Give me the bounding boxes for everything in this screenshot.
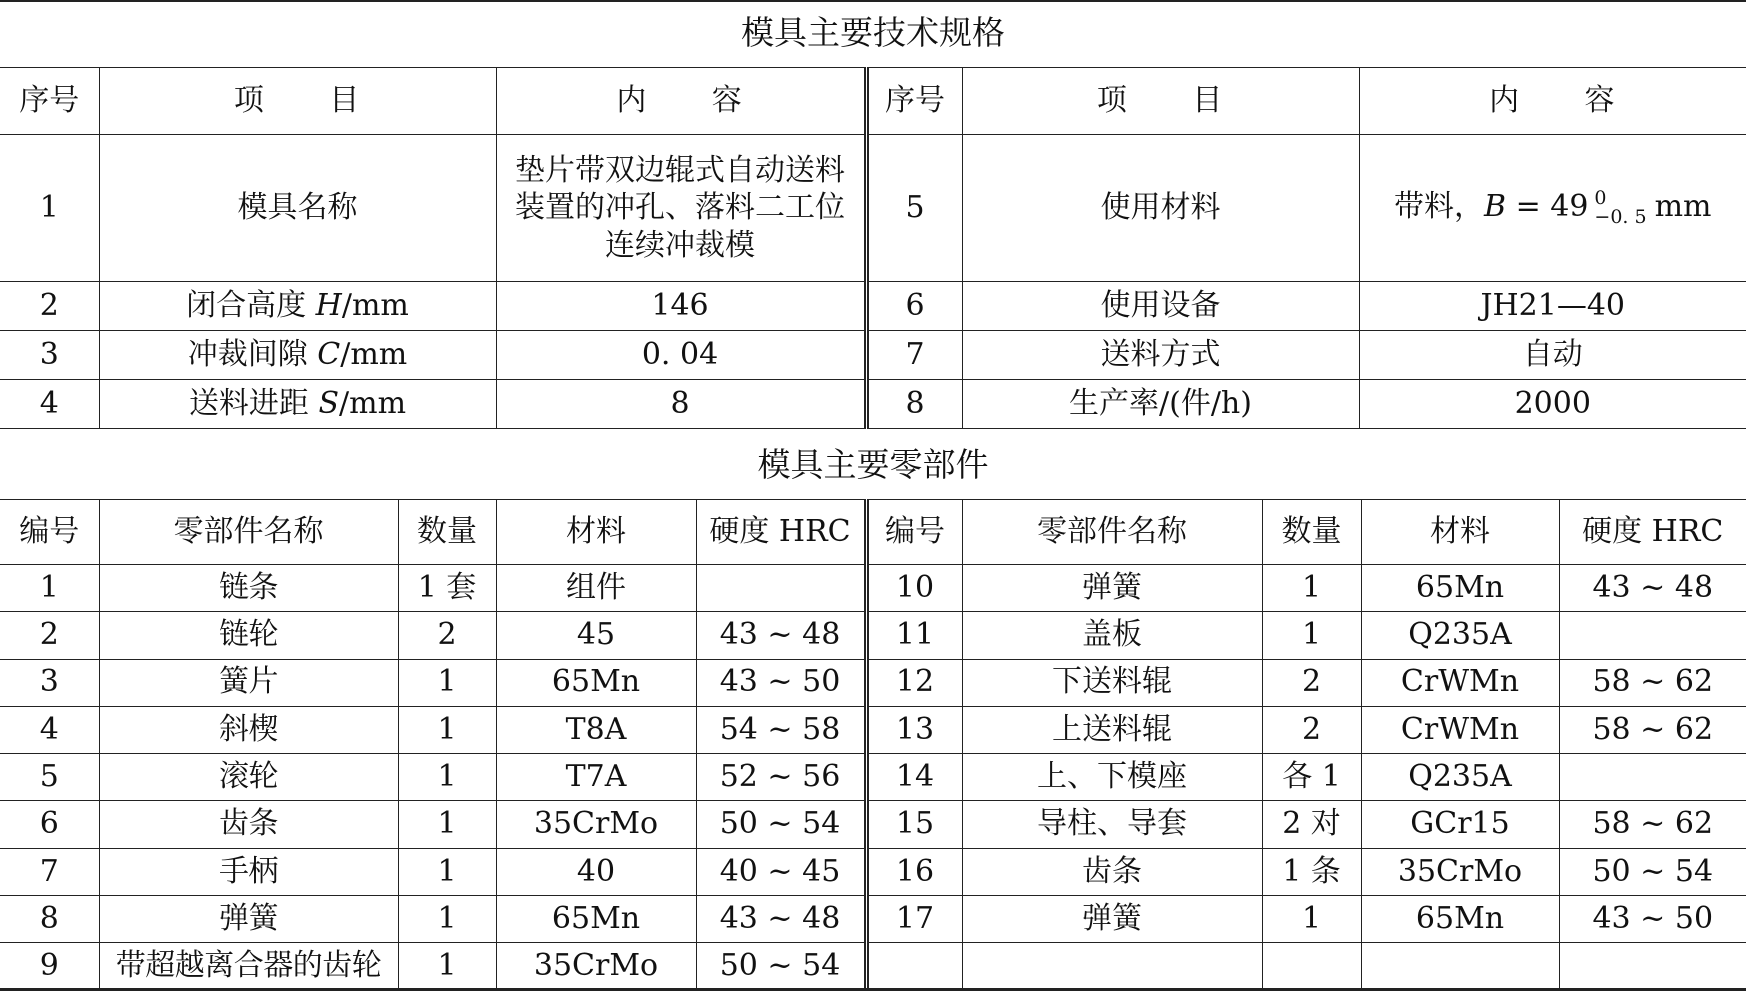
part-material: 35CrMo	[1361, 848, 1559, 895]
part-no: 8	[0, 896, 99, 943]
part-name: 齿条	[99, 801, 398, 848]
part-material: 65Mn	[496, 896, 696, 943]
spec-item: 使用设备	[962, 282, 1359, 331]
part-material: T8A	[496, 706, 696, 753]
spec-content: JH21—40	[1359, 282, 1746, 331]
part-material: Q235A	[1361, 612, 1559, 659]
part-material: GCr15	[1361, 801, 1559, 848]
part-name: 弹簧	[962, 896, 1262, 943]
part-no: 4	[0, 706, 99, 753]
spec-content: 8	[496, 380, 866, 429]
spec-table-title: 模具主要技术规格	[741, 13, 1005, 52]
parts-table-title: 模具主要零部件	[757, 445, 989, 484]
part-no: 15	[866, 801, 962, 848]
part-name: 链条	[99, 565, 398, 612]
material-width: = 49	[1506, 189, 1589, 224]
part-qty: 1	[1262, 612, 1361, 659]
header-content-right: 内 容	[1359, 68, 1746, 135]
spec-item: 模具名称	[99, 135, 496, 282]
header-name-right: 零部件名称	[962, 500, 1262, 565]
header-qty-right: 数量	[1262, 500, 1361, 565]
header-hardness-right: 硬度 HRC	[1559, 500, 1746, 565]
part-no: 2	[0, 612, 99, 659]
item-label: 闭合高度	[186, 287, 316, 323]
spec-content-material	[1359, 135, 1746, 282]
item-var: C	[317, 336, 341, 372]
spec-row-4	[0, 380, 1746, 429]
part-material: 65Mn	[1361, 896, 1559, 943]
part-material: 40	[496, 848, 696, 895]
item-unit: /mm	[341, 287, 409, 323]
part-hardness: 50 ~ 54	[696, 943, 866, 990]
spec-no: 6	[866, 282, 962, 331]
header-no-right: 编号	[866, 500, 962, 565]
part-qty: 1	[398, 706, 496, 753]
parts-row	[0, 943, 1746, 990]
item-var: S	[318, 385, 340, 421]
part-qty: 2	[1262, 706, 1361, 753]
part-hardness: 58 ~ 62	[1559, 706, 1746, 753]
part-name: 齿条	[962, 848, 1262, 895]
bottom-border	[0, 988, 1746, 991]
spec-row-3	[0, 331, 1746, 380]
part-name: 弹簧	[962, 565, 1262, 612]
part-name: 带超越离合器的齿轮	[99, 943, 398, 990]
part-qty: 1 条	[1262, 848, 1361, 895]
part-name	[962, 943, 1262, 990]
part-hardness: 52 ~ 56	[696, 754, 866, 801]
part-qty: 1	[398, 943, 496, 990]
spec-no: 1	[0, 135, 99, 282]
part-no: 16	[866, 848, 962, 895]
part-material: 65Mn	[1361, 565, 1559, 612]
spec-item: 使用材料	[962, 135, 1359, 282]
part-material: CrWMn	[1361, 659, 1559, 706]
spec-content: 垫片带双边辊式自动送料装置的冲孔、落料二工位连续冲裁模	[496, 135, 866, 282]
spec-no: 3	[0, 331, 99, 380]
spec-item	[99, 331, 496, 380]
spec-row-1	[0, 135, 1746, 282]
part-no: 6	[0, 801, 99, 848]
part-no: 9	[0, 943, 99, 990]
part-no: 12	[866, 659, 962, 706]
part-no: 13	[866, 706, 962, 753]
part-no: 7	[0, 848, 99, 895]
part-hardness: 54 ~ 58	[696, 706, 866, 753]
part-name: 弹簧	[99, 896, 398, 943]
parts-row	[0, 896, 1746, 943]
part-hardness	[1559, 612, 1746, 659]
part-hardness: 58 ~ 62	[1559, 801, 1746, 848]
part-hardness: 40 ~ 45	[696, 848, 866, 895]
part-qty: 2	[398, 612, 496, 659]
header-no: 编号	[0, 500, 99, 565]
tolerance	[1594, 189, 1646, 227]
part-no: 10	[866, 565, 962, 612]
item-label: 送料进距	[188, 385, 319, 421]
spec-content: 0. 04	[496, 331, 866, 380]
parts-body	[0, 565, 1746, 991]
header-no: 序号	[0, 68, 99, 135]
part-hardness	[696, 565, 866, 612]
part-hardness	[1559, 754, 1746, 801]
header-content: 内 容	[496, 68, 866, 135]
part-hardness: 43 ~ 48	[1559, 565, 1746, 612]
part-material	[1361, 943, 1559, 990]
spec-table	[0, 67, 1746, 429]
header-material-right: 材料	[1361, 500, 1559, 565]
part-material: 45	[496, 612, 696, 659]
part-qty: 1	[398, 848, 496, 895]
part-qty: 1	[1262, 565, 1361, 612]
part-name: 下送料辊	[962, 659, 1262, 706]
part-no: 3	[0, 659, 99, 706]
part-qty: 1 套	[398, 565, 496, 612]
part-qty: 1	[398, 801, 496, 848]
spec-item	[99, 282, 496, 331]
part-hardness: 58 ~ 62	[1559, 659, 1746, 706]
parts-header-row	[0, 500, 1746, 565]
parts-row	[0, 848, 1746, 895]
part-material: 组件	[496, 565, 696, 612]
part-material: 65Mn	[496, 659, 696, 706]
item-unit: /mm	[339, 385, 407, 421]
header-name: 零部件名称	[99, 500, 398, 565]
part-hardness: 50 ~ 54	[696, 801, 866, 848]
part-no: 17	[866, 896, 962, 943]
tolerance-upper: 0	[1594, 187, 1607, 209]
spec-no: 5	[866, 135, 962, 282]
part-name: 簧片	[99, 659, 398, 706]
part-qty: 2 对	[1262, 801, 1361, 848]
part-no: 1	[0, 565, 99, 612]
header-qty: 数量	[398, 500, 496, 565]
header-material: 材料	[496, 500, 696, 565]
part-no: 11	[866, 612, 962, 659]
parts-row	[0, 754, 1746, 801]
header-item-right: 项 目	[962, 68, 1359, 135]
material-unit: mm	[1654, 189, 1712, 224]
part-hardness: 43 ~ 50	[1559, 896, 1746, 943]
item-var: H	[315, 287, 342, 323]
part-no: 14	[866, 754, 962, 801]
item-label: 冲裁间隙	[187, 336, 318, 372]
parts-table	[0, 499, 1746, 991]
parts-row	[0, 659, 1746, 706]
parts-row	[0, 612, 1746, 659]
part-name: 盖板	[962, 612, 1262, 659]
header-item: 项 目	[99, 68, 496, 135]
parts-row	[0, 706, 1746, 753]
part-hardness: 43 ~ 48	[696, 612, 866, 659]
part-hardness: 43 ~ 48	[696, 896, 866, 943]
item-unit: /mm	[340, 336, 408, 372]
part-name: 上送料辊	[962, 706, 1262, 753]
material-var: B	[1483, 189, 1507, 224]
tolerance-lower: −0. 5	[1594, 206, 1647, 228]
part-qty: 2	[1262, 659, 1361, 706]
part-qty: 1	[398, 754, 496, 801]
part-material: 35CrMo	[496, 801, 696, 848]
part-qty: 各 1	[1262, 754, 1361, 801]
part-hardness: 43 ~ 50	[696, 659, 866, 706]
spec-content: 146	[496, 282, 866, 331]
material-prefix: 带料，	[1393, 189, 1484, 224]
part-name: 导柱、导套	[962, 801, 1262, 848]
part-name: 链轮	[99, 612, 398, 659]
part-material: CrWMn	[1361, 706, 1559, 753]
header-hardness: 硬度 HRC	[696, 500, 866, 565]
top-border	[0, 0, 1746, 2]
spec-item	[99, 380, 496, 429]
part-material: 35CrMo	[496, 943, 696, 990]
parts-row	[0, 801, 1746, 848]
part-hardness	[1559, 943, 1746, 990]
header-no-right: 序号	[866, 68, 962, 135]
part-material: Q235A	[1361, 754, 1559, 801]
spec-item: 生产率/(件/h)	[962, 380, 1359, 429]
spec-row-2	[0, 282, 1746, 331]
part-qty: 1	[1262, 896, 1361, 943]
part-qty	[1262, 943, 1361, 990]
parts-row	[0, 565, 1746, 612]
part-name: 斜楔	[99, 706, 398, 753]
spec-no: 8	[866, 380, 962, 429]
spec-no: 2	[0, 282, 99, 331]
spec-content: 2000	[1359, 380, 1746, 429]
part-no	[866, 943, 962, 990]
part-hardness: 50 ~ 54	[1559, 848, 1746, 895]
spec-no: 7	[866, 331, 962, 380]
part-qty: 1	[398, 896, 496, 943]
spec-header-row	[0, 68, 1746, 135]
part-name: 手柄	[99, 848, 398, 895]
spec-no: 4	[0, 380, 99, 429]
part-name: 上、下模座	[962, 754, 1262, 801]
spec-item: 送料方式	[962, 331, 1359, 380]
part-no: 5	[0, 754, 99, 801]
part-name: 滚轮	[99, 754, 398, 801]
part-material: T7A	[496, 754, 696, 801]
spec-content: 自动	[1359, 331, 1746, 380]
part-qty: 1	[398, 659, 496, 706]
